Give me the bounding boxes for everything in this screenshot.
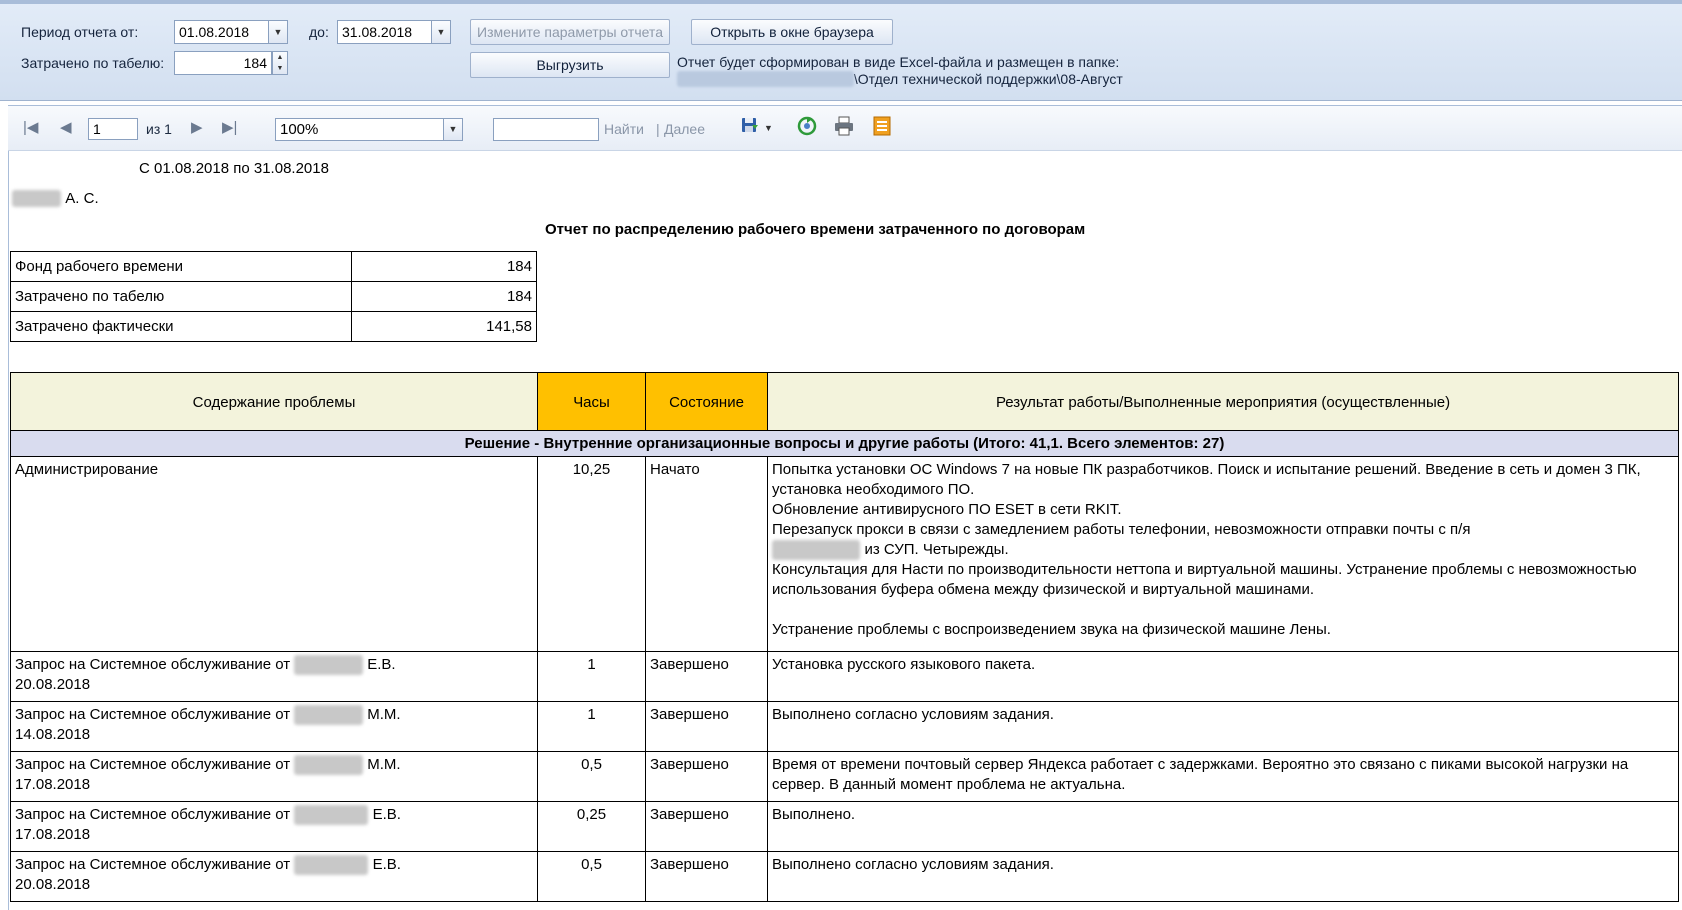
column-header-state: Состояние [646,373,768,431]
result-text: из СУП. Четырежды. [860,541,1009,558]
cell-problem [11,752,538,802]
first-page-icon[interactable]: |◀ [23,119,39,136]
print-icon[interactable] [834,116,854,136]
cell-result: Выполнено. [768,802,1679,852]
requester-initials: М.М. [367,756,401,773]
page-count-label: из 1 [146,121,172,137]
last-page-icon[interactable]: ▶| [222,119,238,136]
result-text: Консультация для Насти по производительности неттопа и виртуальной машины. Устранение проблемы с невозможностью использования буфера обмена между физической и виртуальной машинами. Устранение проблемы с воспроизведением звука на физической машине Лены. [772,561,1637,638]
request-date: 14.08.2018 [15,726,91,743]
period-from-input[interactable]: 01.08.2018 [174,20,270,44]
column-header-result: Результат работы/Выполненные мероприятия (осуществленные) [768,373,1679,431]
work-items-table [10,372,1679,902]
requester-initials: М.М. [367,706,401,723]
table-row [11,457,1679,652]
cell-problem: Администрирование [11,457,538,652]
cell-problem [11,702,538,752]
requester-name-redacted [294,805,368,825]
cell-problem [11,652,538,702]
cell-result: Время от времени почтовый сервер Яндекса работает с задержками. Вероятно это связано с пиками высокой нагрузки на сервер. В данный момент проблема не актуальна. [768,752,1679,802]
cell-result: Выполнено согласно условиям задания. [768,852,1679,902]
table-header-row [11,373,1679,431]
path-redacted [677,71,854,87]
cell-hours: 0,25 [538,802,646,852]
request-date: 17.08.2018 [15,826,91,843]
find-divider: | [656,121,660,137]
table-row [11,852,1679,902]
summary-label: Затрачено по табелю [11,282,352,312]
problem-prefix: Запрос на Системное обслуживание от [15,656,291,673]
summary-row [11,312,537,342]
spent-spinner-icon[interactable]: ▲ ▼ [272,51,288,75]
table-row [11,802,1679,852]
cell-hours: 1 [538,702,646,752]
cell-state: Завершено [646,752,768,802]
person-name-redacted [12,190,61,207]
cell-result [768,457,1679,652]
export-button[interactable]: Выгрузить [470,52,670,78]
report-parameters-panel [0,0,1682,101]
table-row [11,752,1679,802]
cell-state: Завершено [646,852,768,902]
report-person [12,190,99,207]
spent-by-timesheet-input[interactable]: 184 [174,51,272,75]
zoom-select[interactable]: 100% [275,118,447,141]
next-link[interactable]: Далее [664,121,706,137]
cell-problem [11,802,538,852]
request-date: 20.08.2018 [15,876,91,893]
export-dropdown-icon[interactable]: ▼ [764,123,773,133]
problem-prefix: Запрос на Системное обслуживание от [15,756,291,773]
period-to-dropdown-icon[interactable]: ▼ [431,20,451,44]
period-from-label: Период отчета от: [21,24,139,40]
request-date: 20.08.2018 [15,676,91,693]
request-date: 17.08.2018 [15,776,91,793]
cell-hours: 0,5 [538,752,646,802]
problem-prefix: Запрос на Системное обслуживание от [15,806,291,823]
cell-hours: 0,5 [538,852,646,902]
export-folder-path [677,71,1123,87]
export-info-text: Отчет будет сформирован в виде Excel-файла и размещен в папке: [677,54,1120,70]
panel-top-border [0,0,1682,4]
cell-result: Выполнено согласно условиям задания. [768,702,1679,752]
summary-table [10,251,537,342]
cell-state: Завершено [646,702,768,752]
problem-prefix: Запрос на Системное обслуживание от [15,856,291,873]
requester-name-redacted [294,705,363,725]
cell-state: Завершено [646,652,768,702]
requester-initials: Е.В. [372,856,401,873]
report-title: Отчет по распределению рабочего времени затраченного по договорам [545,221,1086,238]
find-link[interactable]: Найти [604,121,644,137]
next-page-icon[interactable]: ▶ [191,119,203,136]
period-to-label: до: [309,24,329,40]
prev-page-icon[interactable]: ◀ [60,119,72,136]
cell-result: Установка русского языкового пакета. [768,652,1679,702]
table-row [11,652,1679,702]
page-number-input[interactable]: 1 [88,118,138,140]
refresh-icon[interactable] [797,116,817,136]
search-input[interactable] [493,118,599,141]
group-title: Решение - Внутренние организационные вопросы и другие работы (Итого: 41,1. Всего элементов: 27) [11,431,1679,457]
summary-label: Фонд рабочего времени [11,252,352,282]
person-initials: А. С. [65,190,99,207]
report-period: С 01.08.2018 по 31.08.2018 [139,160,329,177]
requester-name-redacted [294,855,368,875]
summary-value: 141,58 [352,312,537,342]
open-in-browser-button[interactable]: Открыть в окне браузера [691,19,893,45]
column-header-hours: Часы [538,373,646,431]
export-save-icon[interactable] [741,116,759,134]
table-row [11,702,1679,752]
cell-state: Завершено [646,802,768,852]
summary-label: Затрачено фактически [11,312,352,342]
cell-hours: 10,25 [538,457,646,652]
email-redacted [772,540,860,560]
result-text: Попытка установки ОС Windows 7 на новые ПК разработчиков. Поиск и испытание решений. Введение в сеть и домен 3 ПК, установка необходимого ПО. Обновление антивирусного ПО ESET в сети RKIT. Перезапуск прокси в связи с замедлением работы телефонии, невозможности отправки почты с п/я [772,461,1641,538]
zoom-dropdown-icon[interactable]: ▼ [443,118,463,141]
period-to-input[interactable]: 31.08.2018 [337,20,433,44]
page-setup-icon[interactable] [873,116,891,136]
cell-state: Начато [646,457,768,652]
change-report-params-button[interactable]: Измените параметры отчета [470,19,670,45]
requester-name-redacted [294,655,363,675]
cell-hours: 1 [538,652,646,702]
spent-by-timesheet-label: Затрачено по табелю: [21,55,165,71]
period-from-dropdown-icon[interactable]: ▼ [268,20,288,44]
path-visible: \Отдел технической поддержки\08-Август [853,71,1123,87]
requester-name-redacted [294,755,363,775]
problem-prefix: Запрос на Системное обслуживание от [15,706,291,723]
cell-problem [11,852,538,902]
column-header-problem: Содержание проблемы [11,373,538,431]
summary-row [11,252,537,282]
requester-initials: Е.В. [372,806,401,823]
summary-value: 184 [352,252,537,282]
group-header-row [11,431,1679,457]
summary-value: 184 [352,282,537,312]
requester-initials: Е.В. [367,656,396,673]
report-viewer-toolbar [8,106,1682,151]
summary-row [11,282,537,312]
